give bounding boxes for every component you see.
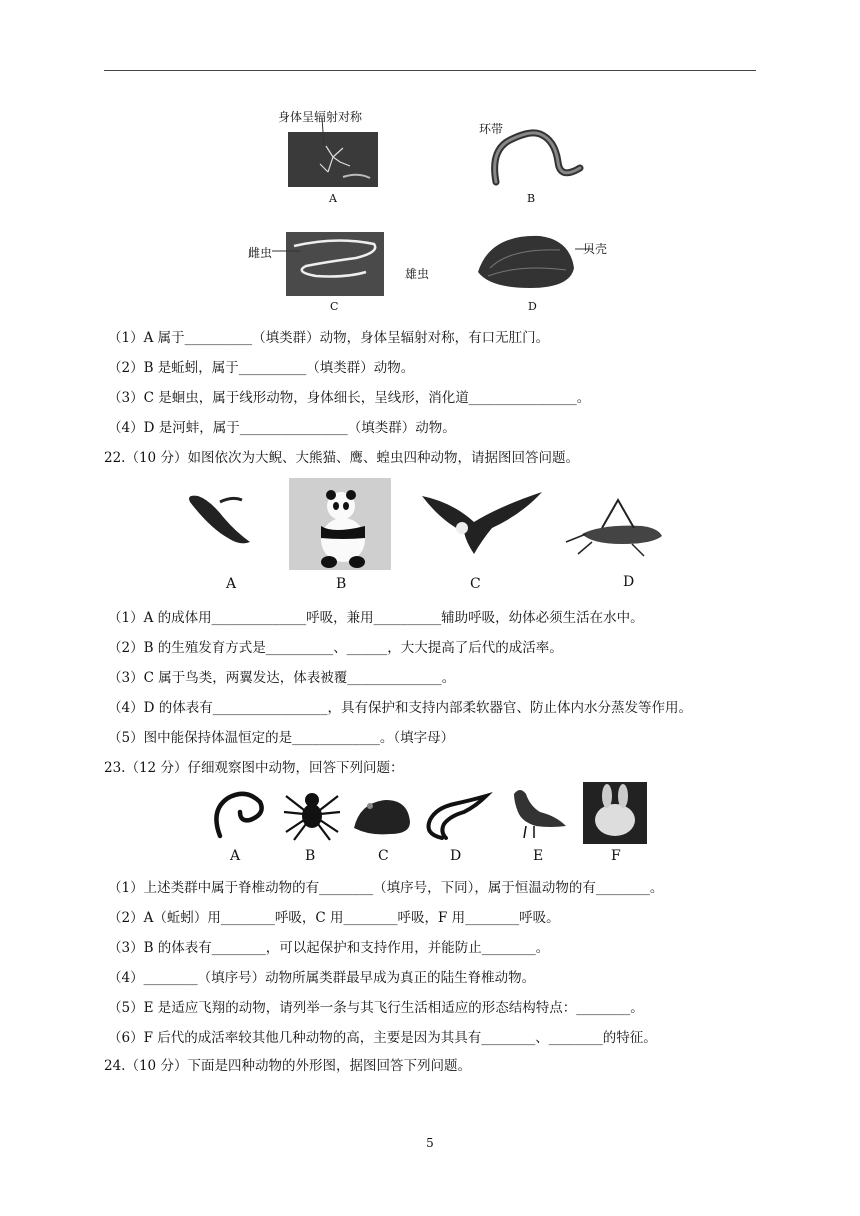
q22-heading: 22.（10 分）如图依次为大鲵、大熊猫、鹰、蝗虫四种动物，请据图回答问题。 [104,450,579,466]
header-rule [104,70,756,71]
figure-a-note: 身体呈辐射对称 [278,110,363,124]
q23-caption-e: E [533,848,544,864]
q23-item-4: （4）________（填序号）动物所属类群最早成为真正的陆生脊椎动物。 [108,970,536,986]
figure-f-rabbit-image [583,782,647,844]
figure-d-lizard-image [420,790,492,842]
figure-c-roundworm-image [286,232,384,296]
figure-d-caption: D [528,300,537,313]
q24-heading: 24.（10 分）下面是四种动物的外形图，据图回答下列问题。 [104,1058,471,1074]
q23-caption-f: F [611,848,621,864]
q22-caption-b: B [336,576,347,592]
figure-b-note: 环带 [479,122,504,136]
q22-caption-c: C [470,576,481,592]
q23-item-1: （1）上述类群中属于脊椎动物的有________（填序号，下同），属于恒温动物的有________。 [108,880,664,896]
q23-caption-a: A [230,848,241,864]
figure-c-eagle-image [412,484,552,562]
page-number: 5 [426,1136,434,1150]
female-pointer-line [272,250,302,254]
q22-caption-a: A [226,576,237,592]
q23-caption-d: D [450,848,462,864]
q21-item-2: （2）B 是蚯蚓，属于__________（填类群）动物。 [108,360,415,376]
figure-b-caption: B [527,192,536,205]
q23-caption-c: C [378,848,389,864]
figure-c-female: 雌虫 [248,246,273,260]
q23-item-3: （3）B 的体表有________，可以起保护和支持作用，并能防止________。 [108,940,550,956]
figure-e-pigeon-image [500,782,570,840]
q22-item-5: （5）图中能保持体温恒定的是_____________。（填字母） [108,730,455,746]
figure-d-clam-image [470,228,580,294]
figure-a-earthworm-image [206,790,270,840]
q23-heading: 23.（12 分）仔细观察图中动物，回答下列问题： [104,760,404,776]
q23-caption-b: B [305,848,316,864]
figure-d-grasshopper-image [562,494,672,558]
figure-b-panda-image [289,478,391,570]
q23-item-5: （5）E 是适应飞翔的动物，请列举一条与其飞行生活相适应的形态结构特点：________。 [108,1000,644,1016]
q21-item-3: （3）C 是蛔虫，属于线形动物，身体细长，呈线形，消化道________________。 [108,390,591,406]
figure-c-male: 雄虫 [405,267,430,281]
figure-d-note: 贝壳 [583,242,608,256]
figure-b-spider-image [280,782,344,842]
figure-a-caption: A [329,192,337,205]
q22-item-1: （1）A 的成体用______________呼吸，兼用__________辅助呼吸，幼体必须生活在水中。 [108,610,644,626]
q22-caption-d: D [623,574,635,590]
q21-item-1: （1）A 属于__________（填类群）动物，身体呈辐射对称，有口无肛门。 [108,330,550,346]
figure-c-frog-image [350,792,414,838]
q22-item-4: （4）D 的体表有_________________，具有保护和支持内部柔软器官、防止体内水分蒸发等作用。 [108,700,692,716]
figure-a-salamander-image [180,488,260,550]
q23-item-2: （2）A（蚯蚓）用________呼吸，C 用________呼吸，F 用________呼吸。 [108,910,560,926]
q22-item-2: （2）B 的生殖发育方式是__________、______，大大提高了后代的成活率。 [108,640,563,656]
q22-item-3: （3）C 属于鸟类，两翼发达，体表被覆______________。 [108,670,456,686]
q23-item-6: （6）F 后代的成活率较其他几种动物的高，主要是因为其具有________、________的特征。 [108,1030,657,1046]
q21-item-4: （4）D 是河蚌，属于________________（填类群）动物。 [108,420,456,436]
figure-c-caption: C [330,300,339,313]
